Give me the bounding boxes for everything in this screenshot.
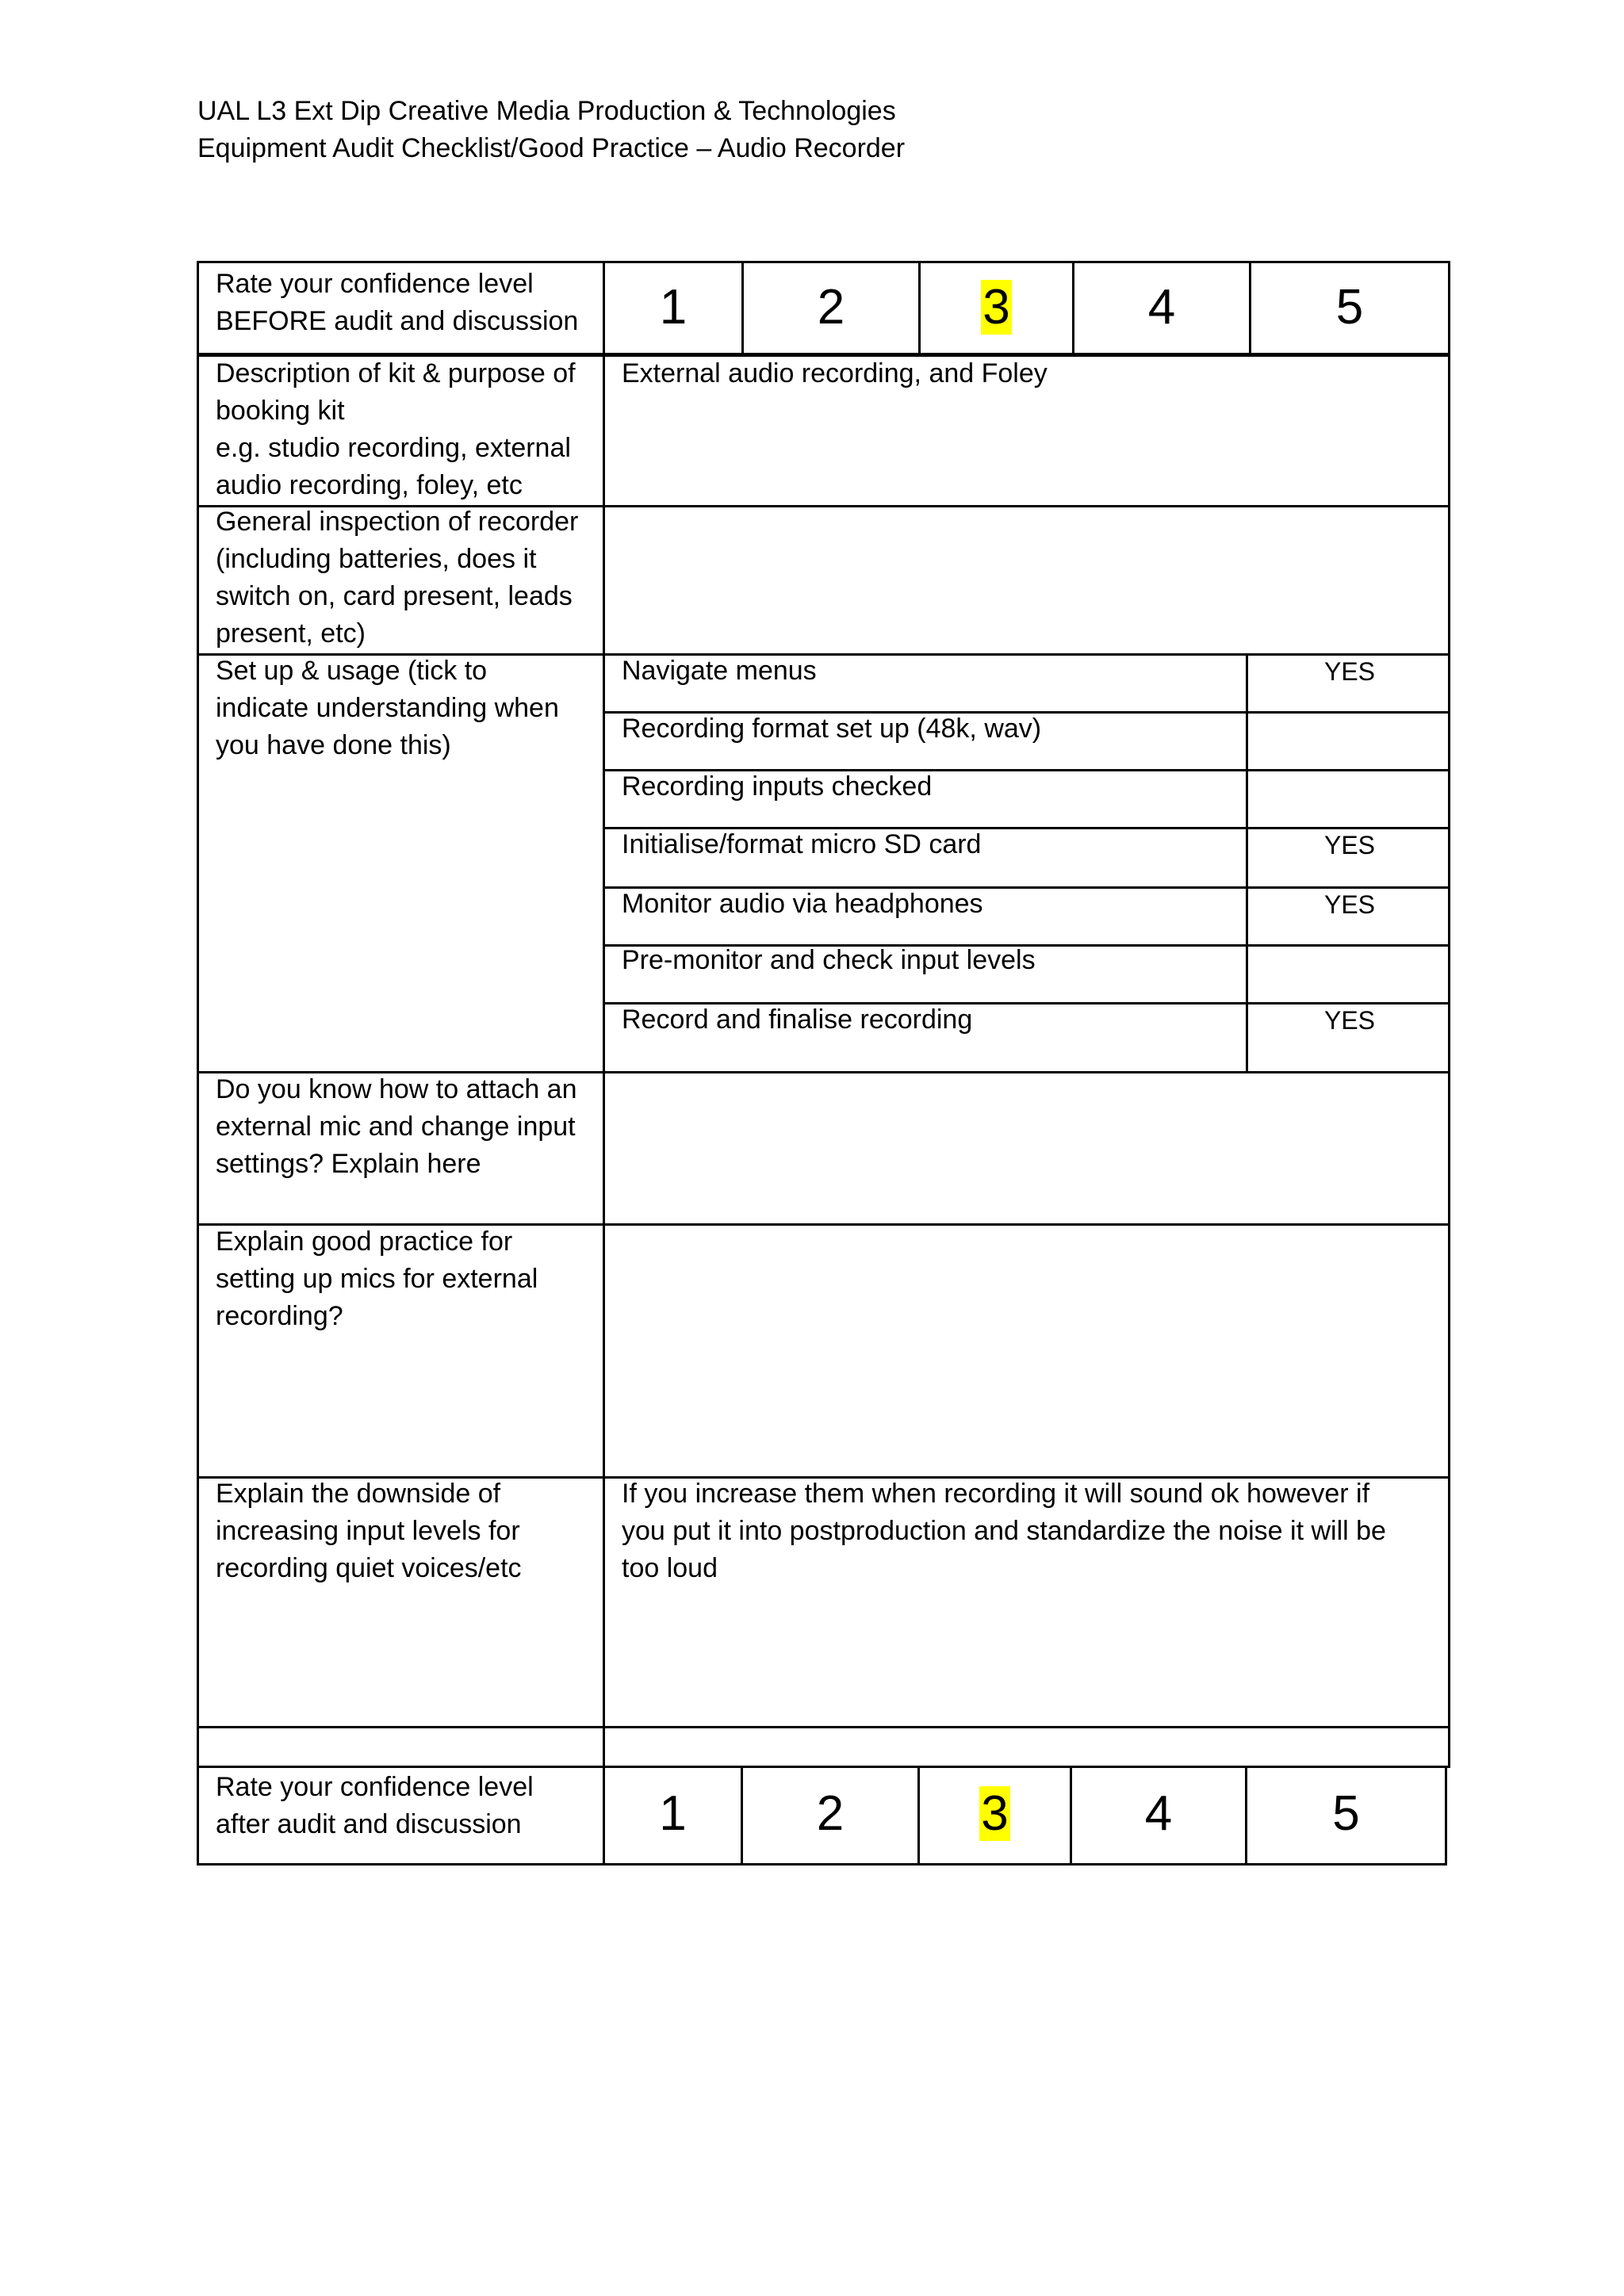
setup-task: Recording format set up (48k, wav) xyxy=(622,714,1042,744)
setup-label: Set up & usage (tick to indicate understanding when you have done this) xyxy=(216,656,559,760)
rating-before-option-1[interactable]: 1 xyxy=(659,280,688,335)
course-title: UAL L3 Ext Dip Creative Media Production & Technologies xyxy=(197,96,896,126)
rating-before-option-2[interactable]: 2 xyxy=(817,280,845,335)
rating-after-option-4[interactable]: 4 xyxy=(1144,1786,1173,1841)
downside-label: Explain the downside of increasing input levels for recording quiet voices/etc xyxy=(216,1479,522,1583)
setup-tick[interactable]: YES xyxy=(1323,1006,1376,1035)
downside-answer[interactable]: If you increase them when recording it will sound ok however if you put it into postproduction and standardize the noise it will be too loud xyxy=(622,1479,1386,1583)
external-mic-label: Do you know how to attach an external mic and change input settings? Explain here xyxy=(216,1074,577,1179)
setup-task: Recording inputs checked xyxy=(622,771,933,802)
rating-after-option-3-selected[interactable]: 3 xyxy=(981,1786,1009,1841)
setup-task: Navigate menus xyxy=(622,656,817,686)
document-title: Equipment Audit Checklist/Good Practice – Audio Recorder xyxy=(197,133,906,163)
rating-before-label: Rate your confidence level BEFORE audit and discussion xyxy=(216,269,579,336)
setup-task: Monitor audio via headphones xyxy=(622,889,983,919)
rating-before-option-5[interactable]: 5 xyxy=(1335,280,1364,335)
good-practice-label: Explain good practice for setting up mics for external recording? xyxy=(216,1226,538,1331)
setup-tick[interactable]: YES xyxy=(1323,890,1376,919)
rating-after-option-5[interactable]: 5 xyxy=(1332,1786,1360,1841)
rating-after-option-2[interactable]: 2 xyxy=(816,1786,845,1841)
rating-after-label: Rate your confidence level after audit and discussion xyxy=(216,1772,534,1839)
rating-before-option-4[interactable]: 4 xyxy=(1147,280,1176,335)
description-label: Description of kit & purpose of booking kit e.g. studio recording, external audio recording, foley, etc xyxy=(216,358,576,500)
description-answer[interactable]: External audio recording, and Foley xyxy=(622,358,1048,388)
setup-task: Initialise/format micro SD card xyxy=(622,829,982,859)
setup-tick[interactable]: YES xyxy=(1323,831,1376,859)
setup-tick[interactable]: YES xyxy=(1323,657,1376,686)
document-header xyxy=(197,93,905,167)
rating-after-option-1[interactable]: 1 xyxy=(659,1786,687,1841)
rating-before-option-3-selected[interactable]: 3 xyxy=(982,280,1010,335)
inspection-label: General inspection of recorder (including batteries, does it switch on, card present, leads present, etc) xyxy=(216,507,579,649)
setup-task: Pre-monitor and check input levels xyxy=(622,945,1036,975)
audit-table xyxy=(197,261,1450,1866)
setup-task: Record and finalise recording xyxy=(622,1004,973,1035)
